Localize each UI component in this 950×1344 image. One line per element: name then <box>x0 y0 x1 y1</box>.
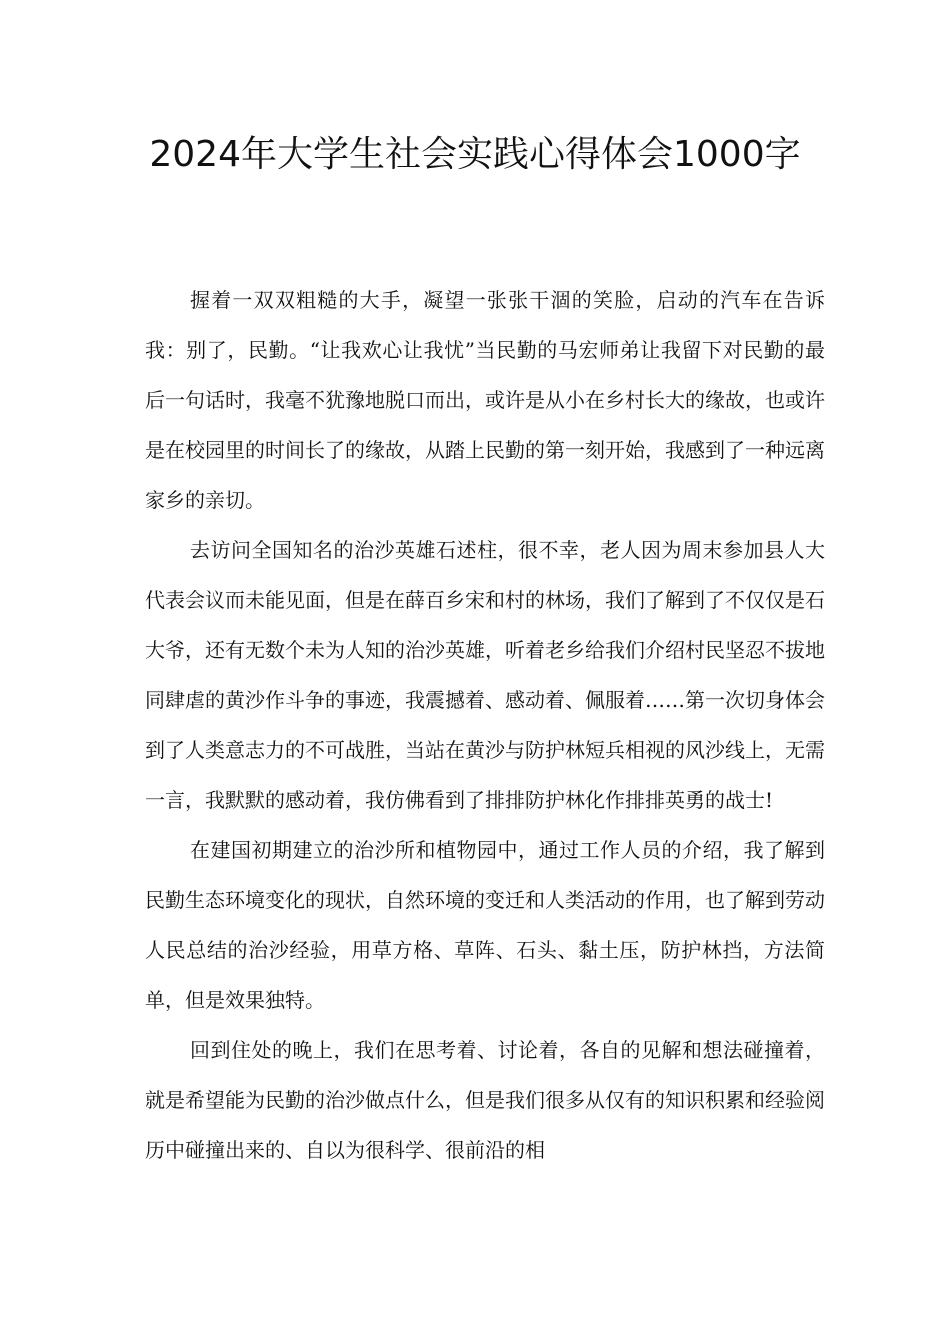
document-body <box>145 275 825 1175</box>
document-title: 2024年大学生社会实践心得体会1000字 <box>149 134 801 175</box>
paragraph: 去访问全国知名的治沙英雄石述柱，很不幸，老人因为周末参加县人大代表会议而未能见面，但是在薛百乡宋和村的林场，我们了解到了不仅仅是石大爷，还有无数个未为人知的治沙英雄，听着老乡给我们介绍村民坚忍不拔地同肆虐的黄沙作斗争的事迹，我震撼着、感动着、佩服着……第一次切身体会到了人类意志力的不可战胜，当站在黄沙与防护林短兵相视的风沙线上，无需一言，我默默的感动着，我仿佛看到了排排防护林化作排排英勇的战士! <box>145 538 825 812</box>
paragraph: 握着一双双粗糙的大手，凝望一张张干涸的笑脸，启动的汽车在告诉我：别了，民勤。“让我欢心让我忧”当民勤的马宏师弟让我留下对民勤的最后一句话时，我毫不犹豫地脱口而出，或许是从小在乡村长大的缘故，也或许是在校园里的时间长了的缘故，从踏上民勤的第一刻开始，我感到了一种远离家乡的亲切。 <box>145 288 825 512</box>
paragraph: 在建国初期建立的治沙所和植物园中，通过工作人员的介绍，我了解到民勤生态环境变化的现状，自然环境的变迁和人类活动的作用，也了解到劳动人民总结的治沙经验，用草方格、草阵、石头、黏土压，防护林挡，方法简单，但是效果独特。 <box>145 838 825 1012</box>
paragraph: 回到住处的晚上，我们在思考着、讨论着，各自的见解和想法碰撞着，就是希望能为民勤的治沙做点什么，但是我们很多从仅有的知识积累和经验阅历中碰撞出来的、自以为很科学、很前沿的相 <box>145 1038 825 1162</box>
